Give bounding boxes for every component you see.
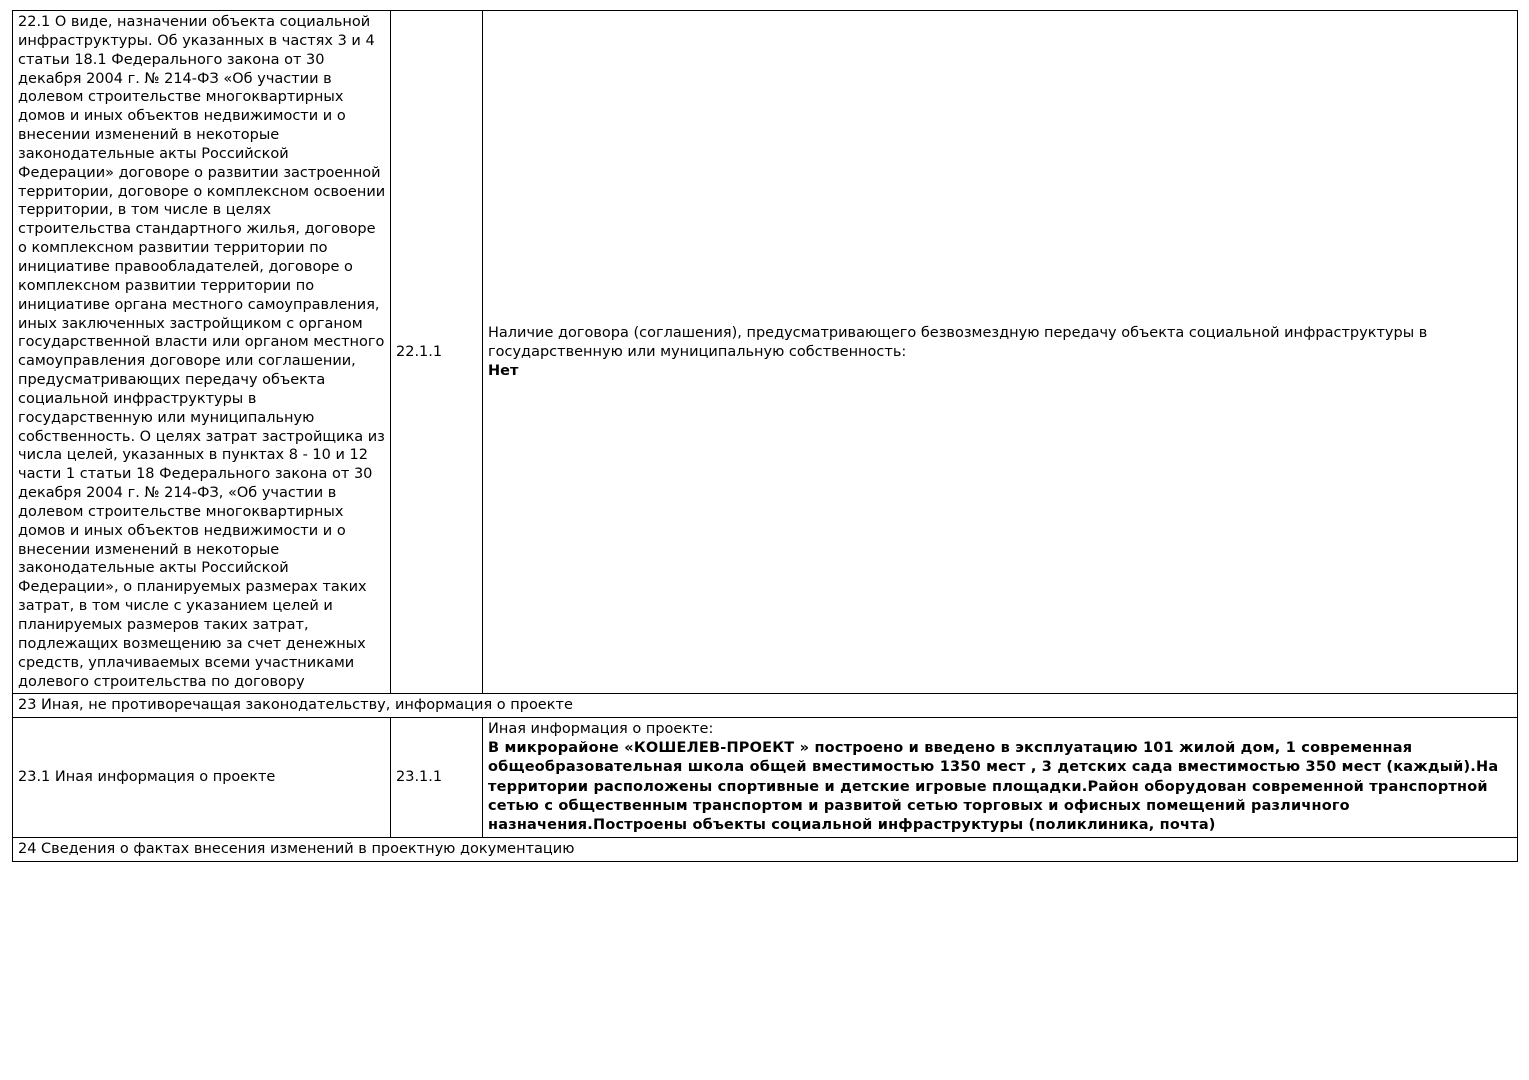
table-row xyxy=(13,718,1518,838)
row-label-cell xyxy=(13,718,391,838)
project-declaration-table xyxy=(12,10,1518,862)
row-label-text: 23.1 Иная информация о проекте xyxy=(18,769,276,786)
row-value-cell xyxy=(483,11,1518,694)
table-section-row xyxy=(13,694,1518,718)
row-number-cell xyxy=(391,11,483,694)
row-label-text: 22.1 О виде, назначении объекта социальной инфраструктуры. Об указанных в частях 3 и 4 статьи 18.1 Федерального закона от 30 декабря 2004 г. № 214-ФЗ «Об участии в долевом строительстве многоквартирных домов и иных объектов недвижимости и о внесении изменений в некоторые законодательные акты Российской Федерации» договоре о развитии застроенной территории, договоре о комплексном освоении территории, в том числе в целях строительства стандартного жилья, договоре о комплексном развитии территории по инициативе правообладателей, договоре о комплексном развитии территории по инициативе органа местного самоуправления, иных заключенных застройщиком с органом государственной власти или органом местного самоуправления договоре или соглашении, предусматривающих передачу объекта социальной инфраструктуры в государственную или муниципальную собственность. О целях затрат застройщика из числа целей, указанных в пунктах 8 - 10 и 12 части 1 статьи 18 Федерального закона от 30 декабря 2004 г. № 214-ФЗ, «Об участии в долевом строительстве многоквартирных домов и иных объектов недвижимости и о внесении изменений в некоторые законодательные акты Российской Федерации», о планируемых размерах таких затрат, в том числе с указанием целей и планируемых размеров таких затрат, подлежащих возмещению за счет денежных средств, уплачиваемых всеми участниками долевого строительства по договору xyxy=(18,14,390,690)
row-value-details: В микрорайоне «КОШЕЛЕВ-ПРОЕКТ » построено и введено в эксплуатацию 101 жилой дом, 1 современная общеобразовательная школа общей вместимостью 1350 мест , 3 детских сада вместимостью 350 мест (каждый).На территории расположены спортивные и детские игровые площадки.Район оборудован современной транспортной сетью с общественным транспортом и развитой сетью торговых и офисных помещений различного назначения.Построены объекты социальной инфраструктуры (поликлиника, почта) xyxy=(488,740,1504,834)
row-value-text: Наличие договора (соглашения), предусматривающего безвозмездную передачу объекта социальной инфраструктуры в государственную или муниципальную собственность: xyxy=(488,324,1432,360)
row-value-cell xyxy=(483,718,1518,838)
row-value-answer: Нет xyxy=(488,362,519,379)
row-label-cell xyxy=(13,11,391,694)
table-section-row xyxy=(13,838,1518,862)
section-label-cell xyxy=(13,838,1518,862)
section-label-cell xyxy=(13,694,1518,718)
section-label-text: 23 Иная, не противоречащая законодательству, информация о проекте xyxy=(18,697,573,714)
row-number-cell xyxy=(391,718,483,838)
row-number-text: 22.1.1 xyxy=(396,343,443,360)
table-row xyxy=(13,11,1518,694)
row-value-text: Иная информация о проекте: xyxy=(488,721,714,738)
row-number-text: 23.1.1 xyxy=(396,769,443,786)
section-label-text: 24 Сведения о фактах внесения изменений в проектную документацию xyxy=(18,841,575,858)
